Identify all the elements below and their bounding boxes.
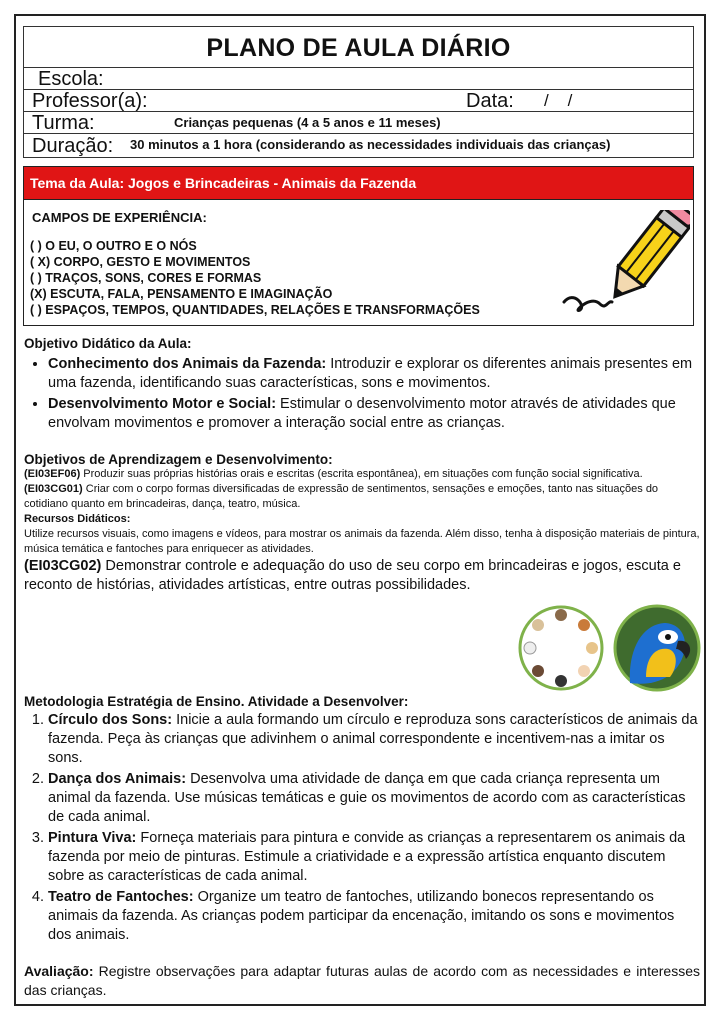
methodology-section xyxy=(24,694,700,947)
list-item: (X) ESCUTA, FALA, PENSAMENTO E IMAGINAÇÃO xyxy=(30,287,333,301)
resources-text: Utilize recursos visuais, como imagens e vídeos, para mostrar os animais da fazenda. Além disso, tenha à disposição materiais de pintura, música temática e fantoches para enriquecer as atividades. xyxy=(24,528,700,555)
item-bold: Teatro de Fantoches: xyxy=(48,889,194,905)
list-item: ( ) ESPAÇOS, TEMPOS, QUANTIDADES, RELAÇÕES E TRANSFORMAÇÕES xyxy=(30,303,480,317)
learning-section xyxy=(24,452,700,595)
page-title: PLANO DE AULA DIÁRIO xyxy=(23,26,694,68)
code: (EI03CG01) xyxy=(24,483,83,495)
parrot-circle-image xyxy=(615,606,699,690)
cg01-paragraph xyxy=(24,482,700,512)
code: (EI03CG02) xyxy=(24,558,102,574)
text: Demonstrar controle e adequação do uso de seu corpo em brincadeiras e jogos, escuta e reconto de histórias, atividades artísticas, entre outras possibilidades. xyxy=(24,558,681,593)
item-text: Introduzir e explorar os diferentes animais presentes em uma fazenda, identificando suas características, sons e movimentos. xyxy=(48,356,693,391)
ef06-paragraph xyxy=(24,467,700,482)
list-item xyxy=(48,395,700,433)
list-item xyxy=(48,888,700,945)
methodology-list xyxy=(24,711,700,945)
list-item xyxy=(48,829,700,886)
farm-animals-circle-image xyxy=(520,607,602,689)
list-item: ( ) TRAÇOS, SONS, CORES E FORMAS xyxy=(30,271,262,285)
item-bold: Desenvolvimento Motor e Social: xyxy=(48,396,277,412)
date-label: Data: xyxy=(466,90,514,112)
school-row xyxy=(23,68,694,90)
animal-images xyxy=(518,603,702,693)
duration-row xyxy=(23,134,694,158)
duration-value: 30 minutos a 1 hora (considerando as necessidades individuais das crianças) xyxy=(130,137,611,152)
evaluation-text: Registre observações para adaptar futuras aulas de acordo com as necessidades e interesses das crianças. xyxy=(24,963,700,998)
item-text: Desenvolva uma atividade de dança em que cada criança representa um animal da fazenda. Use músicas temáticas e guie os movimentos de acordo com as características de cada animal. xyxy=(48,771,686,825)
item-text: Organize um teatro de fantoches, utilizando bonecos representando os animais da fazenda. As crianças podem participar da encenação, imitando os sons e movimentos dos animais. xyxy=(48,889,675,943)
list-item xyxy=(48,711,700,768)
class-value: Crianças pequenas (4 a 5 anos e 11 meses) xyxy=(174,115,441,130)
duration-label: Duração: xyxy=(32,135,114,157)
heading: Recursos Didáticos: xyxy=(24,513,131,525)
experience-fields-list xyxy=(30,238,480,318)
teacher-label: Professor(a): xyxy=(32,90,148,112)
item-bold: Conhecimento dos Animais da Fazenda: xyxy=(48,356,327,372)
learning-heading: Objetivos de Aprendizagem e Desenvolvimento: xyxy=(24,452,333,467)
list-item xyxy=(48,770,700,827)
evaluation-section xyxy=(24,962,700,1000)
text: Criar com o corpo formas diversificadas de expressão de sentimentos, sensações e emoções, tanto nas situações do cotidiano quanto em brincadeiras, dança, teatro, música. xyxy=(24,483,659,510)
date-value: / / xyxy=(544,91,573,110)
class-label: Turma: xyxy=(32,112,95,134)
list-item: ( X) CORPO, GESTO E MOVIMENTOS xyxy=(30,255,251,269)
pencil-icon xyxy=(560,210,690,320)
evaluation-paragraph xyxy=(24,962,700,1000)
lesson-theme-banner: Tema da Aula: Jogos e Brincadeiras - Animais da Fazenda xyxy=(23,166,694,200)
text: Produzir suas próprias histórias orais e escritas (escrita espontânea), em situações com função social significativa. xyxy=(80,468,643,480)
item-bold: Círculo dos Sons: xyxy=(48,712,173,728)
methodology-heading: Metodologia Estratégia de Ensino. Atividade a Desenvolver: xyxy=(24,694,409,709)
item-text: Inicie a aula formando um círculo e reproduza sons característicos de animais da fazenda. Peça às crianças que adivinhem o animal correspondente e incentivem-nas a imitar os sons. xyxy=(48,712,698,766)
resources-heading xyxy=(24,512,700,527)
experience-fields-title: CAMPOS DE EXPERIÊNCIA: xyxy=(32,210,207,225)
objective-list xyxy=(24,355,700,433)
objective-section xyxy=(24,336,700,435)
item-text: Forneça materiais para pintura e convide as crianças a representarem os animais da fazenda por meio de pinturas. Estimule a criatividade e a expressão artística enquanto discutem sobre as características de cada animal. xyxy=(48,830,686,884)
item-bold: Dança dos Animais: xyxy=(48,771,187,787)
school-label: Escola: xyxy=(38,68,104,90)
cg02-paragraph xyxy=(24,557,700,595)
evaluation-label: Avaliação: xyxy=(24,963,94,979)
code: (EI03EF06) xyxy=(24,468,81,480)
objective-heading: Objetivo Didático da Aula: xyxy=(24,336,192,351)
teacher-row xyxy=(23,90,694,112)
class-row xyxy=(23,112,694,134)
item-text: Estimular o desenvolvimento motor através de atividades que envolvam movimentos e promover a interação social entre as crianças. xyxy=(48,396,676,431)
list-item: ( ) O EU, O OUTRO E O NÓS xyxy=(30,239,197,253)
list-item xyxy=(48,355,700,393)
item-bold: Pintura Viva: xyxy=(48,830,137,846)
